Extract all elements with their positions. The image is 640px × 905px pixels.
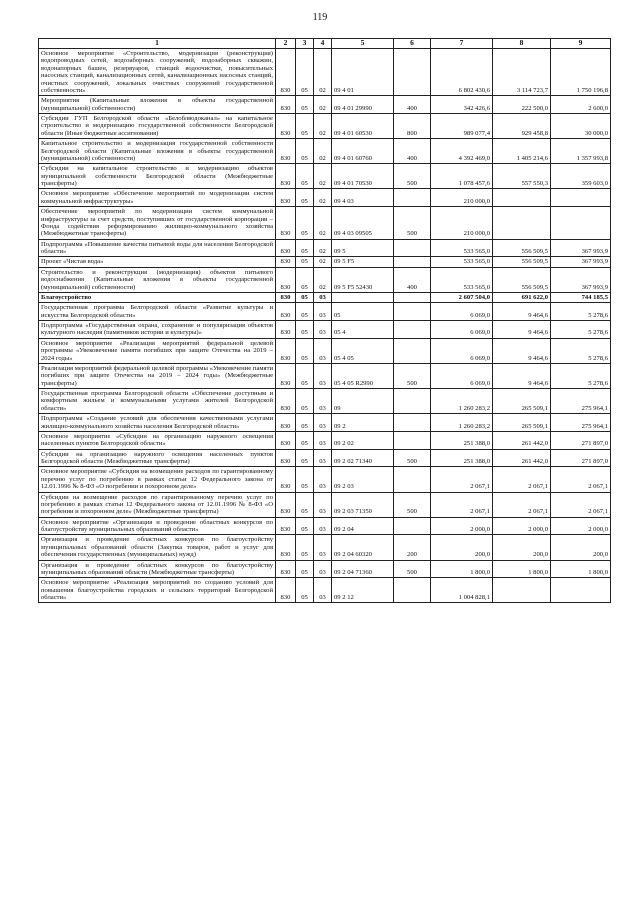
- row-amount-1: 1 260 283,2: [431, 414, 493, 432]
- header-cell: 2: [276, 39, 296, 49]
- row-name: Основное мероприятие «Субсидия на возмещение расходов по гарантированному перечню услуг по погребению в рамках статьи 12 Федерального закона от 12.01.1996 № 8-ФЗ «О погребении и похоронном деле»: [39, 467, 276, 492]
- row-amount-1: 6 069,0: [431, 321, 493, 339]
- row-grbs-code: 830: [276, 578, 296, 603]
- row-expense-type: [394, 578, 431, 603]
- row-grbs-code: 830: [276, 338, 296, 363]
- row-amount-3: 2 000,0: [551, 517, 611, 535]
- row-grbs-code: 830: [276, 560, 296, 578]
- table-body: [39, 49, 611, 603]
- row-amount-1: 2 067,1: [431, 492, 493, 517]
- row-name: Основное мероприятие «Субсидии на организацию наружного освещения населенных пунктов Белгородской области»: [39, 431, 276, 449]
- row-expense-type: [394, 338, 431, 363]
- header-cell: 4: [314, 39, 332, 49]
- row-section-code: 05: [296, 267, 314, 292]
- header-cell: 8: [493, 39, 551, 49]
- row-target-article: 09 5: [332, 239, 394, 257]
- row-expense-type: [394, 257, 431, 267]
- row-amount-3: 1 750 196,8: [551, 49, 611, 96]
- row-grbs-code: 830: [276, 267, 296, 292]
- row-grbs-code: 830: [276, 96, 296, 114]
- row-target-article: 09 4 03: [332, 189, 394, 207]
- page-number: 119: [312, 12, 328, 23]
- row-amount-1: 533 565,0: [431, 239, 493, 257]
- row-expense-type: 500: [394, 492, 431, 517]
- row-amount-1: 342 426,6: [431, 96, 493, 114]
- row-section-code: 05: [296, 114, 314, 139]
- row-grbs-code: 830: [276, 257, 296, 267]
- row-target-article: 05 4 05: [332, 338, 394, 363]
- row-name: Основное мероприятие «Организация и проведение областных конкурсов по благоустройству муниципальных образований области»: [39, 517, 276, 535]
- row-amount-2: 556 509,5: [493, 239, 551, 257]
- row-subsection-code: 03: [314, 449, 332, 467]
- row-amount-2: 556 509,5: [493, 267, 551, 292]
- row-amount-1: 2 607 504,0: [431, 292, 493, 302]
- row-amount-1: 6 069,0: [431, 338, 493, 363]
- table-row: [39, 363, 611, 388]
- row-amount-1: 1 260 283,2: [431, 389, 493, 414]
- row-subsection-code: 02: [314, 139, 332, 164]
- header-cell: 6: [394, 39, 431, 49]
- row-amount-2: 2 067,1: [493, 492, 551, 517]
- row-name: Строительство и реконструкция (модернизация) объектов питьевого водоснабжения (Капитальные вложения в объекты государственной (муниципальной) собственности): [39, 267, 276, 292]
- row-amount-1: 6 069,0: [431, 303, 493, 321]
- table-row: [39, 49, 611, 96]
- row-expense-type: [394, 517, 431, 535]
- row-section-code: 05: [296, 338, 314, 363]
- row-expense-type: [394, 414, 431, 432]
- row-grbs-code: 830: [276, 239, 296, 257]
- row-name: Организация и проведение областных конкурсов по благоустройству муниципальных образований области (Закупка товаров, работ и услуг для обеспечения государственных (муниципальных) нужд): [39, 535, 276, 560]
- row-target-article: [332, 292, 394, 302]
- row-section-code: 05: [296, 363, 314, 388]
- row-grbs-code: 830: [276, 114, 296, 139]
- row-subsection-code: 03: [314, 389, 332, 414]
- row-amount-2: [493, 578, 551, 603]
- row-section-code: 05: [296, 164, 314, 189]
- row-expense-type: [394, 292, 431, 302]
- row-expense-type: [394, 467, 431, 492]
- table-row: [39, 560, 611, 578]
- row-target-article: 09: [332, 389, 394, 414]
- row-name: Подпрограмма «Создание условий для обеспечения качественными услугами жилищно-коммунального хозяйства населения Белгородской области»: [39, 414, 276, 432]
- row-target-article: 09 4 01 60760: [332, 139, 394, 164]
- row-section-code: 05: [296, 49, 314, 96]
- table-row: [39, 267, 611, 292]
- header-cell: 5: [332, 39, 394, 49]
- table-row: [39, 114, 611, 139]
- row-section-code: 05: [296, 189, 314, 207]
- row-amount-1: 210 000,0: [431, 207, 493, 240]
- row-target-article: 09 2 12: [332, 578, 394, 603]
- row-target-article: 09 2 02: [332, 431, 394, 449]
- row-grbs-code: 830: [276, 467, 296, 492]
- row-amount-1: 1 800,0: [431, 560, 493, 578]
- row-section-code: 05: [296, 449, 314, 467]
- row-subsection-code: 02: [314, 207, 332, 240]
- row-section-code: 05: [296, 467, 314, 492]
- row-amount-2: 9 464,6: [493, 338, 551, 363]
- row-target-article: 09 5 F5: [332, 257, 394, 267]
- row-amount-1: 2 067,1: [431, 467, 493, 492]
- row-expense-type: [394, 303, 431, 321]
- row-target-article: 09 2 03: [332, 467, 394, 492]
- row-expense-type: 500: [394, 164, 431, 189]
- table-row: [39, 292, 611, 302]
- row-subsection-code: 02: [314, 164, 332, 189]
- row-expense-type: 400: [394, 96, 431, 114]
- row-expense-type: [394, 389, 431, 414]
- row-amount-2: 2 067,1: [493, 467, 551, 492]
- row-grbs-code: 830: [276, 207, 296, 240]
- row-amount-3: 275 964,1: [551, 414, 611, 432]
- row-grbs-code: 830: [276, 189, 296, 207]
- row-grbs-code: 830: [276, 431, 296, 449]
- row-amount-3: 5 278,6: [551, 363, 611, 388]
- row-amount-3: [551, 189, 611, 207]
- row-amount-2: 261 442,0: [493, 449, 551, 467]
- row-amount-1: 200,0: [431, 535, 493, 560]
- row-amount-3: 744 185,5: [551, 292, 611, 302]
- row-name: Мероприятия (Капитальные вложения в объекты государственной (муниципальной) собственности): [39, 96, 276, 114]
- row-grbs-code: 830: [276, 303, 296, 321]
- row-name: Субсидии на капитальное строительство и модернизацию объектов муниципальной собственности Белгородской области (Межбюджетные трансферты): [39, 164, 276, 189]
- row-amount-3: [551, 207, 611, 240]
- row-section-code: 05: [296, 535, 314, 560]
- row-subsection-code: 03: [314, 303, 332, 321]
- row-expense-type: [394, 49, 431, 96]
- row-subsection-code: 02: [314, 114, 332, 139]
- row-name: Основное мероприятие «Строительство, модернизация (реконструкция) водопроводных сетей, водозаборных сооружений, водозаборных скважин, водонапорных башен, резервуаров, станций водоочистки, повысительных насосных станций, канализационных сетей, канализационных насосных станций, очистных сооружений, локальных очистных сооружений государственной собственности»: [39, 49, 276, 96]
- row-amount-1: 6 069,0: [431, 363, 493, 388]
- table-row: [39, 321, 611, 339]
- row-target-article: 09 4 01 29990: [332, 96, 394, 114]
- table-row: [39, 449, 611, 467]
- row-target-article: 09 2 04 60320: [332, 535, 394, 560]
- row-grbs-code: 830: [276, 517, 296, 535]
- row-amount-3: 30 000,0: [551, 114, 611, 139]
- row-subsection-code: 03: [314, 578, 332, 603]
- row-section-code: 05: [296, 517, 314, 535]
- row-expense-type: [394, 189, 431, 207]
- row-section-code: 05: [296, 292, 314, 302]
- table-row: [39, 535, 611, 560]
- table-row: [39, 239, 611, 257]
- row-amount-2: 9 464,6: [493, 321, 551, 339]
- row-grbs-code: 830: [276, 449, 296, 467]
- row-grbs-code: 830: [276, 49, 296, 96]
- row-subsection-code: 03: [314, 560, 332, 578]
- row-grbs-code: 830: [276, 535, 296, 560]
- row-grbs-code: 830: [276, 492, 296, 517]
- table-row: [39, 96, 611, 114]
- row-section-code: 05: [296, 560, 314, 578]
- row-amount-3: 2 067,1: [551, 467, 611, 492]
- row-amount-3: 200,0: [551, 535, 611, 560]
- row-amount-2: 1 800,0: [493, 560, 551, 578]
- row-amount-2: 265 509,1: [493, 389, 551, 414]
- table-row: [39, 414, 611, 432]
- row-amount-1: 989 077,4: [431, 114, 493, 139]
- row-expense-type: 500: [394, 560, 431, 578]
- row-section-code: 05: [296, 578, 314, 603]
- row-name: Проект «Чистая вода»: [39, 257, 276, 267]
- header-cell: 9: [551, 39, 611, 49]
- row-amount-2: 691 622,0: [493, 292, 551, 302]
- row-grbs-code: 830: [276, 139, 296, 164]
- row-section-code: 05: [296, 389, 314, 414]
- row-subsection-code: 02: [314, 267, 332, 292]
- row-subsection-code: 02: [314, 189, 332, 207]
- row-expense-type: [394, 239, 431, 257]
- row-subsection-code: 03: [314, 338, 332, 363]
- table-row: [39, 467, 611, 492]
- row-amount-3: 359 603,0: [551, 164, 611, 189]
- row-target-article: 09 4 01 60530: [332, 114, 394, 139]
- row-target-article: 09 2 02 71340: [332, 449, 394, 467]
- header-cell: 3: [296, 39, 314, 49]
- row-subsection-code: 02: [314, 257, 332, 267]
- row-target-article: 09 2 04: [332, 517, 394, 535]
- row-amount-2: 557 550,3: [493, 164, 551, 189]
- row-subsection-code: 03: [314, 292, 332, 302]
- row-amount-2: [493, 189, 551, 207]
- row-subsection-code: 03: [314, 517, 332, 535]
- row-target-article: 09 2: [332, 414, 394, 432]
- row-expense-type: 800: [394, 114, 431, 139]
- row-grbs-code: 830: [276, 363, 296, 388]
- row-section-code: 05: [296, 239, 314, 257]
- row-amount-2: 261 442,0: [493, 431, 551, 449]
- row-expense-type: 400: [394, 267, 431, 292]
- row-section-code: 05: [296, 321, 314, 339]
- row-amount-1: 1 078 457,6: [431, 164, 493, 189]
- row-amount-3: 367 993,9: [551, 239, 611, 257]
- row-amount-3: 367 993,9: [551, 257, 611, 267]
- row-target-article: 05 4 05 R2990: [332, 363, 394, 388]
- row-name: Основное мероприятие «Реализация мероприятий по созданию условий для повышения благоустройства городских и сельских территорий Белгородской области»: [39, 578, 276, 603]
- table-row: [39, 303, 611, 321]
- row-name: Основное мероприятие «Обеспечение мероприятий по модернизации систем коммунальной инфраструктуры»: [39, 189, 276, 207]
- row-name: Благоустройство: [39, 292, 276, 302]
- row-subsection-code: 03: [314, 535, 332, 560]
- row-amount-3: 5 278,6: [551, 321, 611, 339]
- row-target-article: 09 2 04 71360: [332, 560, 394, 578]
- row-amount-1: 6 802 430,6: [431, 49, 493, 96]
- row-amount-2: 200,0: [493, 535, 551, 560]
- table-row: [39, 257, 611, 267]
- row-section-code: 05: [296, 492, 314, 517]
- row-expense-type: 500: [394, 449, 431, 467]
- table-row: [39, 139, 611, 164]
- row-amount-3: 275 964,1: [551, 389, 611, 414]
- header-row: [39, 39, 611, 49]
- row-subsection-code: 02: [314, 49, 332, 96]
- row-name: Государственная программа Белгородской области «Развитие культуры и искусства Белгородской области»: [39, 303, 276, 321]
- row-target-article: 09 2 03 71350: [332, 492, 394, 517]
- row-subsection-code: 02: [314, 96, 332, 114]
- row-subsection-code: 03: [314, 467, 332, 492]
- row-amount-2: 265 509,1: [493, 414, 551, 432]
- row-subsection-code: 03: [314, 363, 332, 388]
- row-target-article: 09 4 01: [332, 49, 394, 96]
- row-amount-2: 2 000,0: [493, 517, 551, 535]
- row-section-code: 05: [296, 139, 314, 164]
- row-amount-2: [493, 207, 551, 240]
- row-expense-type: [394, 321, 431, 339]
- row-section-code: 05: [296, 207, 314, 240]
- table-row: [39, 431, 611, 449]
- table-row: [39, 389, 611, 414]
- row-amount-2: 9 464,6: [493, 363, 551, 388]
- header-cell: 1: [39, 39, 276, 49]
- row-amount-3: 271 897,0: [551, 431, 611, 449]
- row-name: Субсидии на возмещение расходов по гарантированному перечню услуг по погребению в рамках статьи 12 Федерального закона от 12.01.1996 № 8-ФЗ «О погребении и похоронном деле» (Межбюджетные трансферты): [39, 492, 276, 517]
- row-expense-type: 500: [394, 207, 431, 240]
- row-amount-3: 5 278,6: [551, 303, 611, 321]
- row-grbs-code: 830: [276, 389, 296, 414]
- row-amount-1: 251 388,0: [431, 449, 493, 467]
- row-expense-type: 400: [394, 139, 431, 164]
- row-amount-1: 533 565,0: [431, 257, 493, 267]
- row-section-code: 05: [296, 257, 314, 267]
- row-grbs-code: 830: [276, 292, 296, 302]
- row-section-code: 05: [296, 431, 314, 449]
- row-amount-1: 210 000,0: [431, 189, 493, 207]
- row-name: Капитальное строительство и модернизация государственной собственности Белгородской области (Капитальные вложения в объекты государственной (муниципальной) собственности): [39, 139, 276, 164]
- row-amount-3: 1 800,0: [551, 560, 611, 578]
- row-amount-3: 5 278,6: [551, 338, 611, 363]
- row-name: Подпрограмма «Повышение качества питьевой воды для населения Белгородской области»: [39, 239, 276, 257]
- table-row: [39, 207, 611, 240]
- row-section-code: 05: [296, 303, 314, 321]
- row-grbs-code: 830: [276, 164, 296, 189]
- row-grbs-code: 830: [276, 321, 296, 339]
- row-amount-2: 222 500,0: [493, 96, 551, 114]
- table-row: [39, 164, 611, 189]
- row-name: Государственная программа Белгородской области «Обеспечение доступным и комфортным жильем и коммунальными услугами жителей Белгородской области»: [39, 389, 276, 414]
- row-expense-type: 500: [394, 363, 431, 388]
- table-row: [39, 578, 611, 603]
- row-amount-3: 1 357 993,8: [551, 139, 611, 164]
- row-target-article: 09 4 01 70530: [332, 164, 394, 189]
- row-name: Субсидии на организацию наружного освещения населенных пунктов Белгородской области (Межбюджетные трансферты): [39, 449, 276, 467]
- row-amount-1: 533 565,0: [431, 267, 493, 292]
- row-amount-3: 2 600,0: [551, 96, 611, 114]
- row-target-article: 09 5 F5 52430: [332, 267, 394, 292]
- table-row: [39, 492, 611, 517]
- row-amount-2: 556 509,5: [493, 257, 551, 267]
- row-name: Подпрограмма «Государственная охрана, сохранение и популяризация объектов культурного наследия (памятников истории и культуры)»: [39, 321, 276, 339]
- row-name: Субсидии ГУП Белгородской области «Белоблводоканал» на капитальное строительство и модернизацию государственной собственности Белгородской области (Иные бюджетные ассигнования): [39, 114, 276, 139]
- row-amount-1: 1 004 828,1: [431, 578, 493, 603]
- row-subsection-code: 03: [314, 492, 332, 517]
- row-amount-3: 2 067,1: [551, 492, 611, 517]
- header-cell: 7: [431, 39, 493, 49]
- table-row: [39, 189, 611, 207]
- row-amount-2: 929 458,8: [493, 114, 551, 139]
- row-target-article: 05 4: [332, 321, 394, 339]
- row-target-article: 05: [332, 303, 394, 321]
- row-amount-2: 3 114 723,7: [493, 49, 551, 96]
- row-name: Обеспечение мероприятий по модернизации систем коммунальной инфраструктуры за счет средств, поступивших от государственной корпорации – Фонда содействия реформированию жилищно-коммунального хозяйства (Межбюджетные трансферты): [39, 207, 276, 240]
- row-amount-3: 367 993,9: [551, 267, 611, 292]
- row-grbs-code: 830: [276, 414, 296, 432]
- budget-table: [38, 38, 611, 603]
- table-row: [39, 338, 611, 363]
- row-amount-1: 251 388,0: [431, 431, 493, 449]
- row-subsection-code: 03: [314, 414, 332, 432]
- row-subsection-code: 02: [314, 239, 332, 257]
- row-amount-3: [551, 578, 611, 603]
- row-name: Организация и проведение областных конкурсов по благоустройству муниципальных образований области (Межбюджетные трансферты): [39, 560, 276, 578]
- row-subsection-code: 03: [314, 431, 332, 449]
- row-amount-2: 9 464,6: [493, 303, 551, 321]
- row-amount-1: 4 392 469,0: [431, 139, 493, 164]
- row-expense-type: [394, 431, 431, 449]
- row-subsection-code: 03: [314, 321, 332, 339]
- row-amount-2: 1 405 214,6: [493, 139, 551, 164]
- row-target-article: 09 4 03 09505: [332, 207, 394, 240]
- table-row: [39, 517, 611, 535]
- row-amount-1: 2 000,0: [431, 517, 493, 535]
- row-amount-3: 271 897,0: [551, 449, 611, 467]
- row-section-code: 05: [296, 414, 314, 432]
- row-name: Реализация мероприятий федеральной целевой программы «Увековечение памяти погибших при защите Отечества на 2019 – 2024 годы» (Межбюджетные трансферты): [39, 363, 276, 388]
- row-section-code: 05: [296, 96, 314, 114]
- row-name: Основное мероприятие «Реализация мероприятий федеральной целевой программы «Увековечение памяти погибших при защите Отечества на 2019 – 2024 годы»: [39, 338, 276, 363]
- row-expense-type: 200: [394, 535, 431, 560]
